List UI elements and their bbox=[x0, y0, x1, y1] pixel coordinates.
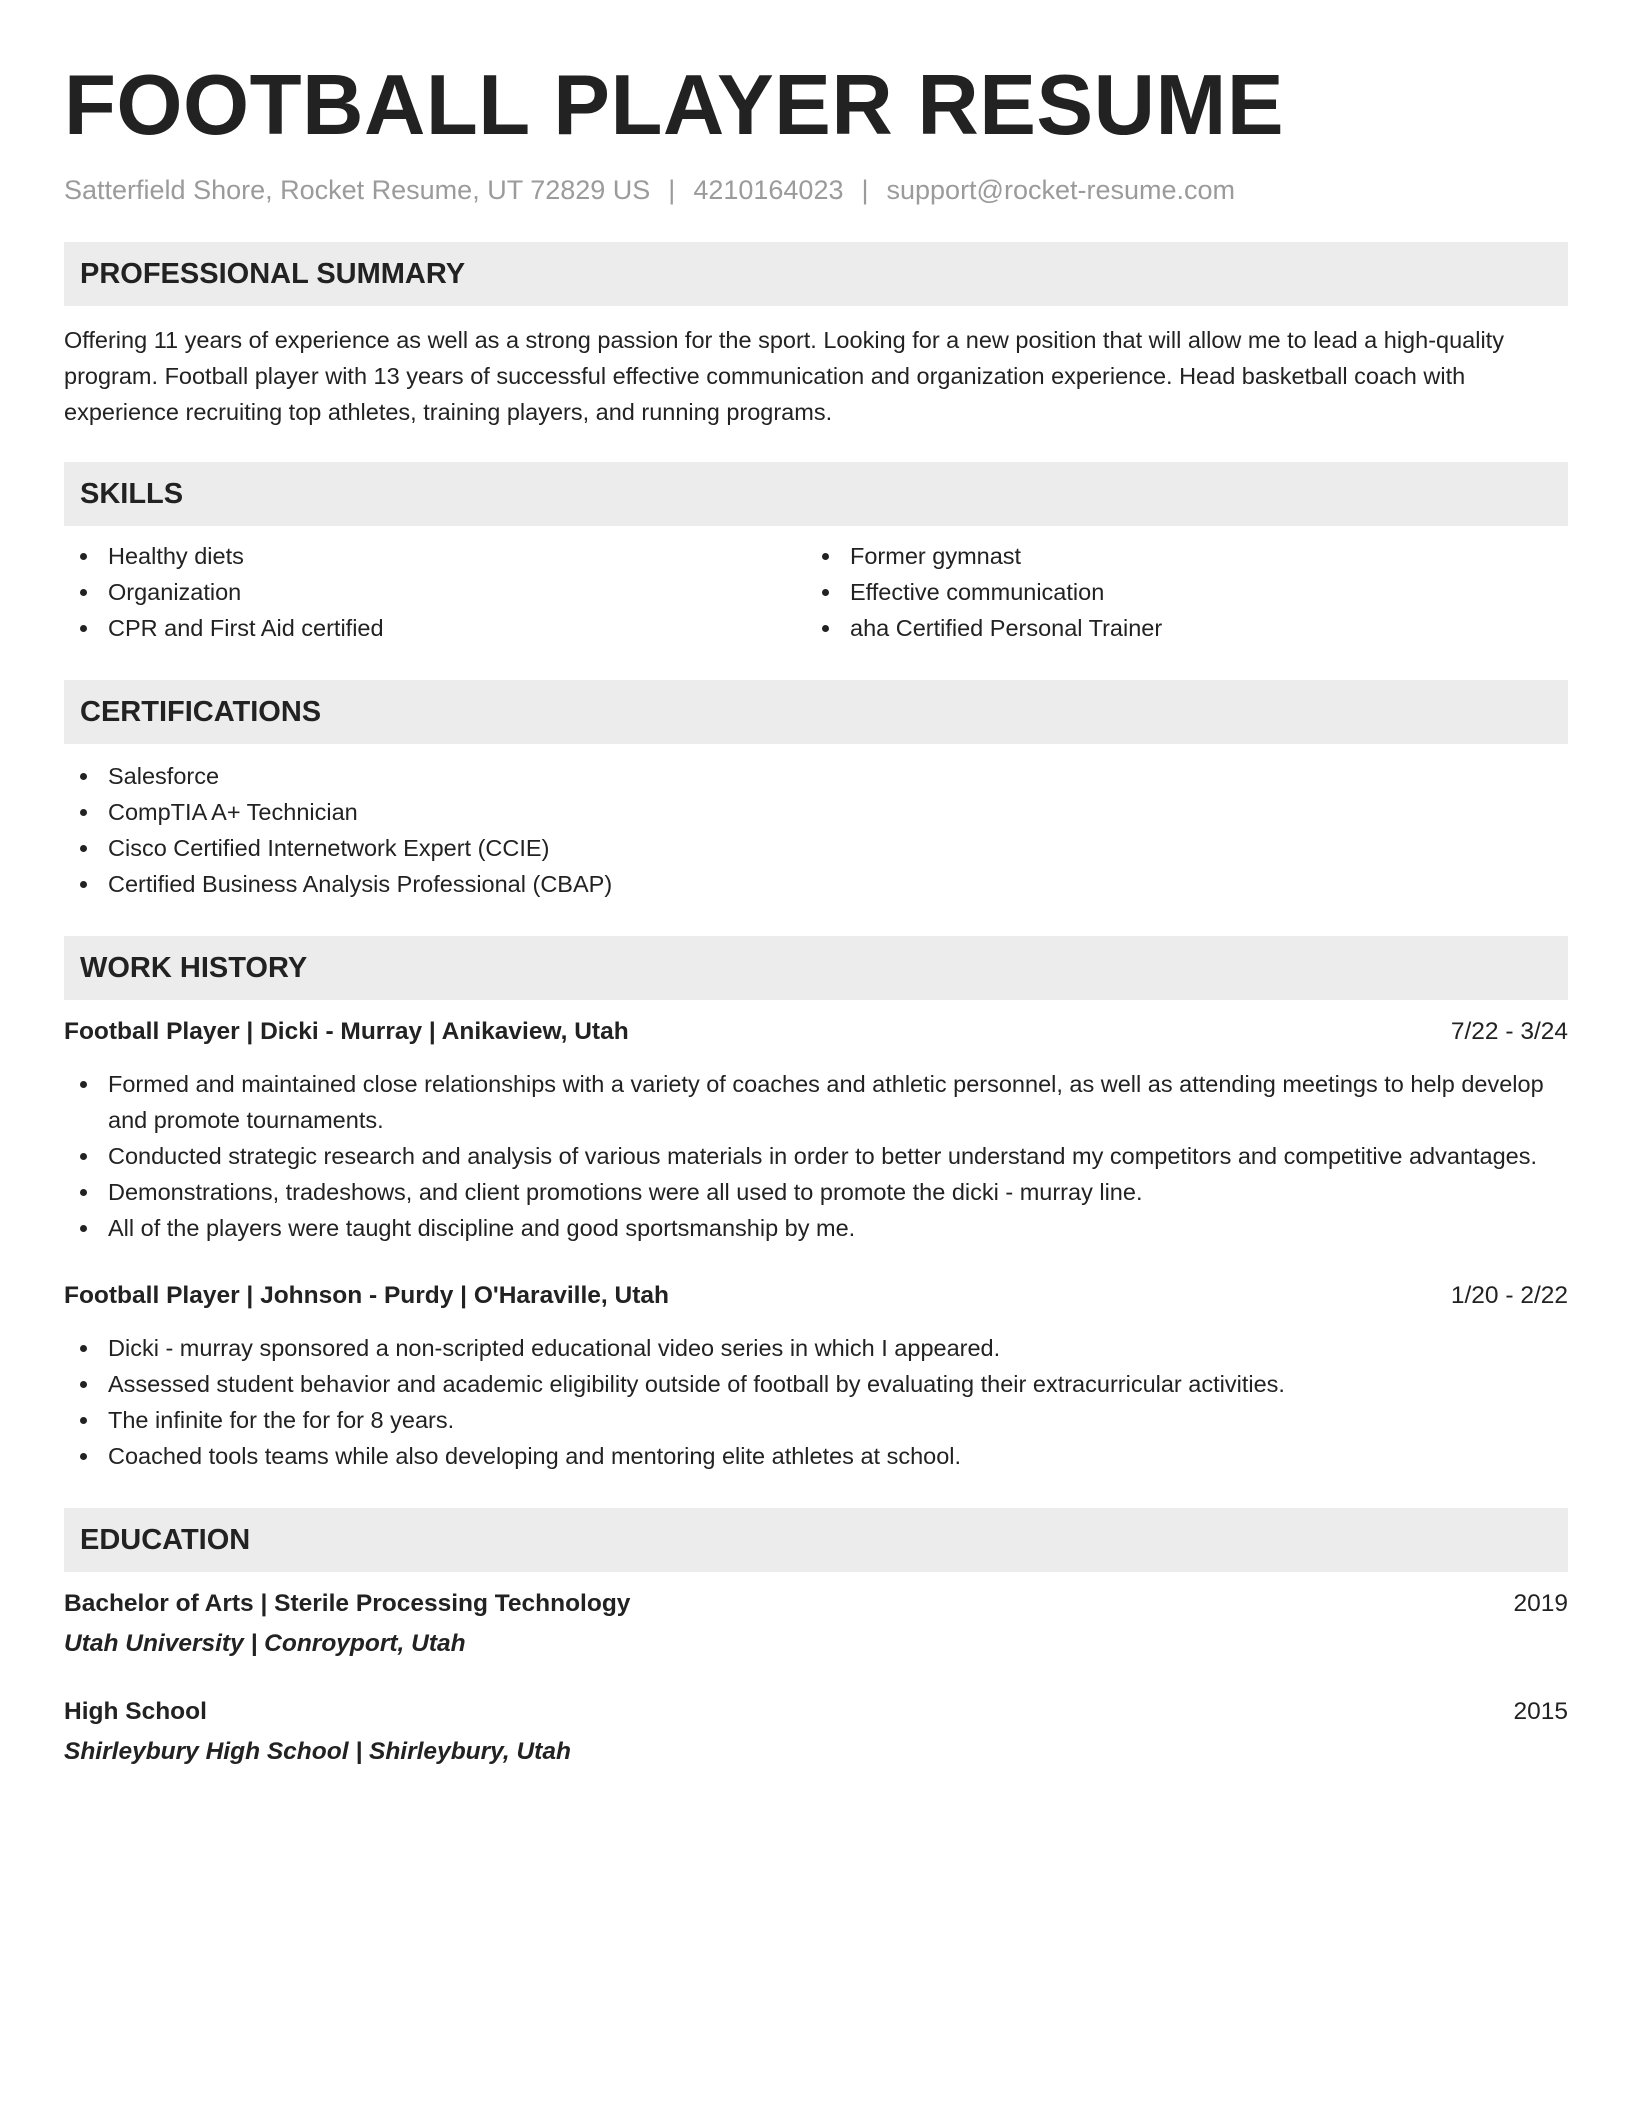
contact-line bbox=[64, 172, 1568, 208]
certifications-list bbox=[64, 758, 1568, 902]
job-bullet: The infinite for the for for 8 years. bbox=[64, 1402, 1568, 1438]
skills-section bbox=[64, 462, 1568, 646]
education-school: Shirleybury High School | Shirleybury, Utah bbox=[64, 1738, 571, 1765]
education-heading: EDUCATION bbox=[64, 1508, 1568, 1572]
education-section bbox=[64, 1508, 1568, 1770]
job-dates: 1/20 - 2/22 bbox=[1450, 1282, 1568, 1309]
job-bullet: All of the players were taught discipline and good sportsmanship by me. bbox=[64, 1210, 1568, 1246]
job-bullet: Conducted strategic research and analysis of various materials in order to better understand my competitors and competitive advantages. bbox=[64, 1138, 1568, 1174]
job-bullet: Dicki - murray sponsored a non-scripted educational video series in which I appeared. bbox=[64, 1330, 1568, 1366]
contact-separator: | bbox=[668, 175, 676, 205]
work-heading: WORK HISTORY bbox=[64, 936, 1568, 1000]
job-dates: 7/22 - 3/24 bbox=[1450, 1018, 1568, 1045]
job-entry bbox=[64, 1014, 1568, 1246]
job-entry bbox=[64, 1278, 1568, 1474]
certification-item: CompTIA A+ Technician bbox=[64, 794, 1568, 830]
education-entry bbox=[64, 1586, 1568, 1662]
education-year: 2015 bbox=[1513, 1698, 1568, 1725]
job-bullet: Demonstrations, tradeshows, and client promotions were all used to promote the dicki - murray line. bbox=[64, 1174, 1568, 1210]
education-header bbox=[64, 1694, 1568, 1730]
skills-heading: SKILLS bbox=[64, 462, 1568, 526]
work-section bbox=[64, 936, 1568, 1474]
skill-item: Former gymnast bbox=[806, 538, 1548, 574]
skill-item: CPR and First Aid certified bbox=[64, 610, 806, 646]
certifications-section bbox=[64, 680, 1568, 902]
contact-address: Satterfield Shore, Rocket Resume, UT 72829 US bbox=[64, 175, 651, 205]
skill-item: Organization bbox=[64, 574, 806, 610]
page-title: FOOTBALL PLAYER RESUME bbox=[64, 58, 1285, 153]
education-degree: High School bbox=[64, 1698, 207, 1725]
summary-text: Offering 11 years of experience as well as a strong passion for the sport. Looking for a new position that will allow me to lead a high-quality program. Football player with 13 years of successful effective communication and organization experience. Head basketball coach with experience recruiting top athletes, training players, and running programs. bbox=[64, 327, 1504, 425]
job-bullet: Coached tools teams while also developing and mentoring elite athletes at school. bbox=[64, 1438, 1568, 1474]
education-degree: Bachelor of Arts | Sterile Processing Technology bbox=[64, 1590, 631, 1617]
summary-heading: PROFESSIONAL SUMMARY bbox=[64, 242, 1568, 306]
job-bullet: Formed and maintained close relationships with a variety of coaches and athletic personnel, as well as attending meetings to help develop and promote tournaments. bbox=[64, 1066, 1568, 1138]
skill-item: Effective communication bbox=[806, 574, 1548, 610]
skill-item: Healthy diets bbox=[64, 538, 806, 574]
contact-email: support@rocket-resume.com bbox=[886, 175, 1236, 205]
certification-item: Cisco Certified Internetwork Expert (CCIE) bbox=[64, 830, 1568, 866]
education-school: Utah University | Conroyport, Utah bbox=[64, 1630, 466, 1657]
skills-list-left bbox=[64, 538, 806, 646]
job-header bbox=[64, 1014, 1568, 1050]
job-title: Football Player | Johnson - Purdy | O'Haraville, Utah bbox=[64, 1282, 669, 1309]
education-entry bbox=[64, 1694, 1568, 1770]
contact-phone: 4210164023 bbox=[693, 175, 844, 205]
job-bullet: Assessed student behavior and academic eligibility outside of football by evaluating their extracurricular activities. bbox=[64, 1366, 1568, 1402]
certifications-heading: CERTIFICATIONS bbox=[64, 680, 1568, 744]
summary-section bbox=[64, 242, 1568, 430]
certification-item: Certified Business Analysis Professional (CBAP) bbox=[64, 866, 1568, 902]
skills-grid bbox=[64, 538, 1568, 646]
contact-separator: | bbox=[861, 175, 869, 205]
job-title: Football Player | Dicki - Murray | Anikaview, Utah bbox=[64, 1018, 629, 1045]
job-header bbox=[64, 1278, 1568, 1314]
education-header bbox=[64, 1586, 1568, 1622]
job-bullets bbox=[64, 1330, 1568, 1474]
certification-item: Salesforce bbox=[64, 758, 1568, 794]
skill-item: aha Certified Personal Trainer bbox=[806, 610, 1548, 646]
job-bullets bbox=[64, 1066, 1568, 1246]
skills-list-right bbox=[806, 538, 1548, 646]
education-year: 2019 bbox=[1513, 1590, 1568, 1617]
